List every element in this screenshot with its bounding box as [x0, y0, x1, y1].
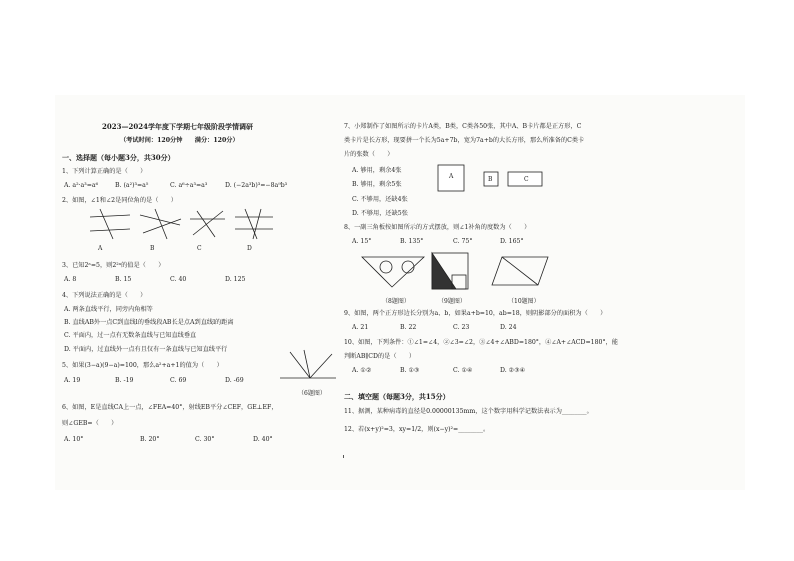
q3-stem: 3、已知2ᵃ=5，则2²ᵃ的值是（ ） [62, 262, 165, 269]
q11-text: 11、据测，某种病毒的直径是0.00000135mm，这个数字用科学记数法表示为________。 [344, 408, 593, 415]
exam-subtitle: （考试时间：120分钟 满分：120分） [120, 137, 239, 144]
q9-option-d: D. 24 [500, 324, 517, 331]
q9-figure-caption: （9题图） [438, 298, 466, 305]
q8-option-a: A. 15° [352, 238, 372, 245]
q3-option-b: B. 15 [115, 276, 132, 283]
q2-fig-c-label: C [197, 245, 202, 252]
q12-text: 12、若(x+y)²=3，xy=1/2，则(x−y)²=________。 [344, 426, 490, 433]
exam-title: 2023—2024学年度下学期七年级阶段学情调研 [102, 122, 253, 131]
q1-option-c: C. a⁶÷a³=a³ [170, 182, 208, 189]
q10-option-c: C. ①④ [453, 367, 473, 374]
q8-stem: 8、一副三角板按如图所示的方式摆放，则∠1补角的度数为（ ） [344, 224, 531, 231]
q4-option-b: B. 直线AB外一点C到直线l的垂线段AB长是点A到直线l的距离 [64, 319, 234, 326]
q6-figure [278, 348, 338, 384]
q7-card-a-label: A [449, 173, 454, 180]
q9-option-b: B. 22 [400, 324, 417, 331]
q5-option-c: C. 69 [170, 377, 187, 384]
q6-figure-caption: （6题图） [298, 390, 326, 397]
q6-stem-line2: 则∠GEB=（ ） [62, 420, 118, 427]
q7-option-a: A. 够用，剩余4张 [352, 167, 402, 174]
q10-option-a: A. ①② [352, 367, 372, 374]
q7-option-c: C. 不够用，还缺4张 [352, 196, 408, 203]
page-center-mark [343, 455, 344, 458]
q7-line3: 片的张数（ ） [344, 151, 394, 158]
q6-option-c: C. 30° [195, 436, 215, 443]
q10-option-d: D. ②③④ [500, 367, 526, 374]
q8-option-c: C. 75° [453, 238, 473, 245]
q5-option-a: A. 19 [64, 377, 81, 384]
q7-line2: 类卡片是长方形，现要拼一个长为5a+7b，宽为7a+b的大长方形，那么所准备的C类卡 [344, 137, 585, 144]
q5-option-b: B. -19 [115, 377, 134, 384]
q7-line1: 7、小郑制作了如图所示的卡片A类，B类，C类各50张，其中A、B卡片都是正方形，C [344, 123, 582, 130]
q6-stem-line1: 6、如图，E是直线CA上一点，∠FEA=40°，射线EB平分∠CEF，GE⊥EF， [62, 404, 278, 411]
q7-card-b-label: B [488, 176, 493, 183]
q1-option-a: A. a²·a³=a⁶ [64, 182, 99, 189]
q4-option-a: A. 两条直线平行，同旁内角相等 [64, 306, 153, 313]
q9-option-c: C. 23 [453, 324, 470, 331]
q2-fig-b-label: B [150, 245, 155, 252]
q2-stem: 2、如图，∠1和∠2是同位角的是（ ） [62, 197, 177, 204]
q1-option-d: D. (−2a³b)³=−8a⁹b³ [225, 182, 288, 189]
q3-option-a: A. 8 [64, 276, 77, 283]
q2-fig-a-label: A [98, 245, 103, 252]
q4-stem: 4、下列说法正确的是（ ） [62, 292, 147, 299]
q4-option-d: D. 平面内，过直线外一点有且仅有一条直线与已知直线平行 [64, 346, 228, 353]
q1-stem: 1、下列计算正确的是（ ） [62, 168, 147, 175]
q8-option-d: D. 165° [500, 238, 524, 245]
section1-heading: 一、选择题（每小题3分，共30分） [62, 153, 175, 162]
q2-figures [85, 207, 275, 243]
q10-line1: 10、如图，下列条件：①∠1=∠4，②∠3=∠2，③∠4+∠ABD=180°，④∠A+∠ACD=180°，能 [344, 339, 618, 346]
q9-stem: 9、如图，两个正方形边长分别为a、b，如果a+b=10，ab=18，则阴影部分的面积为（ ） [344, 310, 607, 317]
q3-option-c: C. 40 [170, 276, 187, 283]
q9-option-a: A. 21 [352, 324, 369, 331]
q10-line2: 判断AB∥CD的是（ ） [344, 353, 416, 360]
q10-option-b: B. ①③ [400, 367, 420, 374]
q3-option-d: D. 125 [225, 276, 246, 283]
q8-q9-q10-figures [352, 251, 552, 293]
q7-card-c-label: C [524, 176, 529, 183]
section2-heading: 二、填空题（每题3分，共15分） [344, 392, 450, 401]
q10-figure-caption: （10题图） [508, 298, 540, 305]
q5-stem: 5、如果(3−a)(9−a)=100，那么a²+a+1的值为（ ） [62, 362, 223, 369]
q7-option-b: B. 够用，剩余5张 [352, 181, 402, 188]
q6-option-a: A. 10° [64, 436, 84, 443]
q8-figure-caption: （8题图） [382, 298, 410, 305]
q4-option-c: C. 平面内，过一点有无数条直线与已知直线垂直 [64, 332, 197, 339]
q2-fig-d-label: D [247, 245, 252, 252]
q1-option-b: B. (a²)³=a⁵ [115, 182, 149, 189]
q8-option-b: B. 135° [400, 238, 424, 245]
q5-option-d: D. -69 [225, 377, 244, 384]
q6-option-d: D. 40° [253, 436, 273, 443]
q7-option-d: D. 不够用，还缺5张 [352, 210, 408, 217]
q6-option-b: B. 20° [140, 436, 160, 443]
